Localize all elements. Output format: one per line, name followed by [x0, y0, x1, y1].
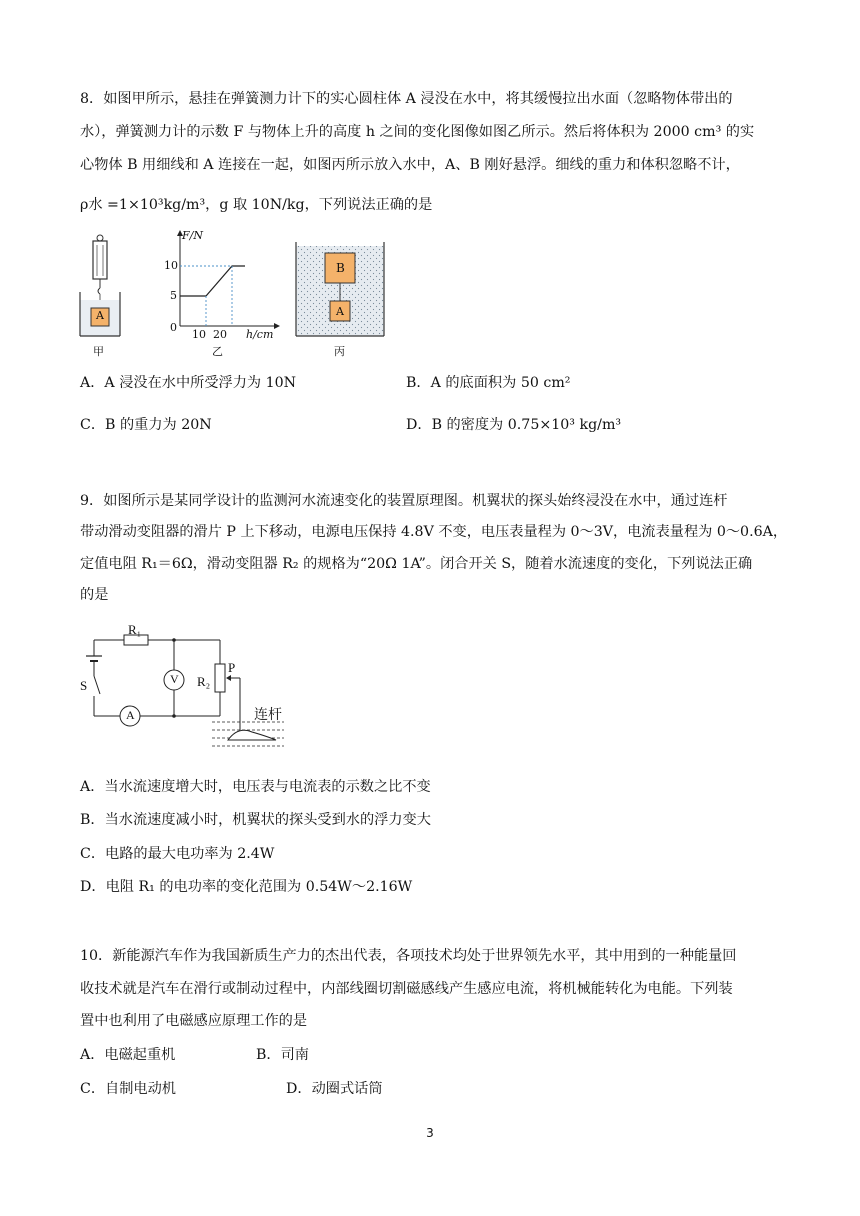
q10-option-b: B．司南 [256, 1047, 309, 1063]
q9-stem-line-2: 带动滑动变阻器的滑片 P 上下移动，电源电压保持 4.8V 不变，电压表量程为 0～3V，电流表量程为 0～0.6A， [80, 524, 788, 540]
figure-yi-caption: 乙 [212, 345, 223, 358]
q9-option-b: B．当水流速度减小时，机翼状的探头受到水的浮力变大 [80, 812, 431, 828]
circuit-label-r2: R₂ [197, 674, 211, 689]
graph-xtick-10: 10 [192, 328, 206, 341]
graph-ytick-10: 10 [164, 259, 178, 272]
q8-option-c: C．B 的重力为 20N [80, 417, 212, 433]
figure-bing-block-b: B [336, 261, 345, 275]
voltmeter-label: V [170, 672, 179, 686]
q8-option-b: B．A 的底面积为 50 cm² [406, 375, 571, 391]
q9-stem-line-4: 的是 [80, 587, 109, 603]
figure-bing-block-a: A [336, 305, 344, 318]
figure-bing-container [294, 242, 386, 338]
q8-option-a: A．A 浸没在水中所受浮力为 10N [80, 375, 297, 391]
q8-stem-line-4: ρ水 =1×10³kg/m³，g 取 10N/kg，下列说法正确的是 [80, 197, 433, 213]
q8-stem-line-3: 心物体 B 用细线和 A 连接在一起，如图丙所示放入水中，A、B 刚好悬浮。细线的重力和体积忽略不计， [80, 157, 740, 173]
q8-option-d: D．B 的密度为 0.75×10³ kg/m³ [406, 417, 622, 433]
q9-option-a: A．当水流速度增大时，电压表与电流表的示数之比不变 [80, 779, 431, 795]
q10-option-a: A．电磁起重机 [80, 1047, 176, 1063]
q9-option-c: C．电路的最大电功率为 2.4W [80, 846, 275, 862]
q10-option-d: D．动圈式话筒 [286, 1081, 383, 1097]
graph-xlabel: h/cm [246, 328, 274, 341]
q8-stem-line-2: 水），弹簧测力计的示数 F 与物体上升的高度 h 之间的变化图像如图乙所示。然后将体积为 2000 cm³ 的实 [80, 124, 755, 140]
figure-jia-spring-scale [76, 232, 126, 342]
q9-stem-line-1: 9．如图所示是某同学设计的监测河水流速变化的装置原理图。机翼状的探头始终浸没在水中，通过连杆 [80, 493, 728, 509]
circuit-label-r1: R₁ [128, 622, 142, 637]
graph-ylabel: F/N [182, 229, 203, 242]
figure-bing-caption: 丙 [334, 345, 345, 358]
page-number: 3 [426, 1126, 434, 1140]
q10-stem-line-3: 置中也利用了电磁感应原理工作的是 [80, 1013, 308, 1029]
graph-xtick-20: 20 [213, 328, 227, 341]
circuit-label-p: P [228, 660, 236, 675]
circuit-diagram [80, 618, 290, 768]
q9-option-d: D．电阻 R₁ 的电功率的变化范围为 0.54W～2.16W [80, 879, 413, 895]
q8-stem-line-1: 8．如图甲所示，悬挂在弹簧测力计下的实心圆柱体 A 浸没在水中，将其缓慢拉出水面（忽略物体带出的 [80, 91, 733, 107]
graph-ytick-5: 5 [170, 289, 177, 302]
figure-jia-block-label: A [96, 309, 104, 322]
q10-stem-line-1: 10．新能源汽车作为我国新质生产力的杰出代表，各项技术均处于世界领先水平，其中用到的一种能量回 [80, 948, 737, 964]
q10-option-c: C．自制电动机 [80, 1081, 176, 1097]
circuit-label-rod: 连杆 [254, 707, 282, 723]
figure-jia-caption: 甲 [93, 345, 104, 358]
circuit-label-s: S [80, 678, 88, 693]
graph-series-line [180, 266, 245, 296]
ammeter-label: A [126, 708, 135, 722]
q10-stem-line-2: 收技术就是汽车在滑行或制动过程中，内部线圈切割磁感线产生感应电流，将机械能转化为电能。下列装 [80, 981, 733, 997]
graph-origin: 0 [170, 321, 177, 334]
q9-stem-line-3: 定值电阻 R₁＝6Ω，滑动变阻器 R₂ 的规格为“20Ω 1A”。闭合开关 S，随着水流速度的变化，下列说法正确 [80, 556, 753, 572]
